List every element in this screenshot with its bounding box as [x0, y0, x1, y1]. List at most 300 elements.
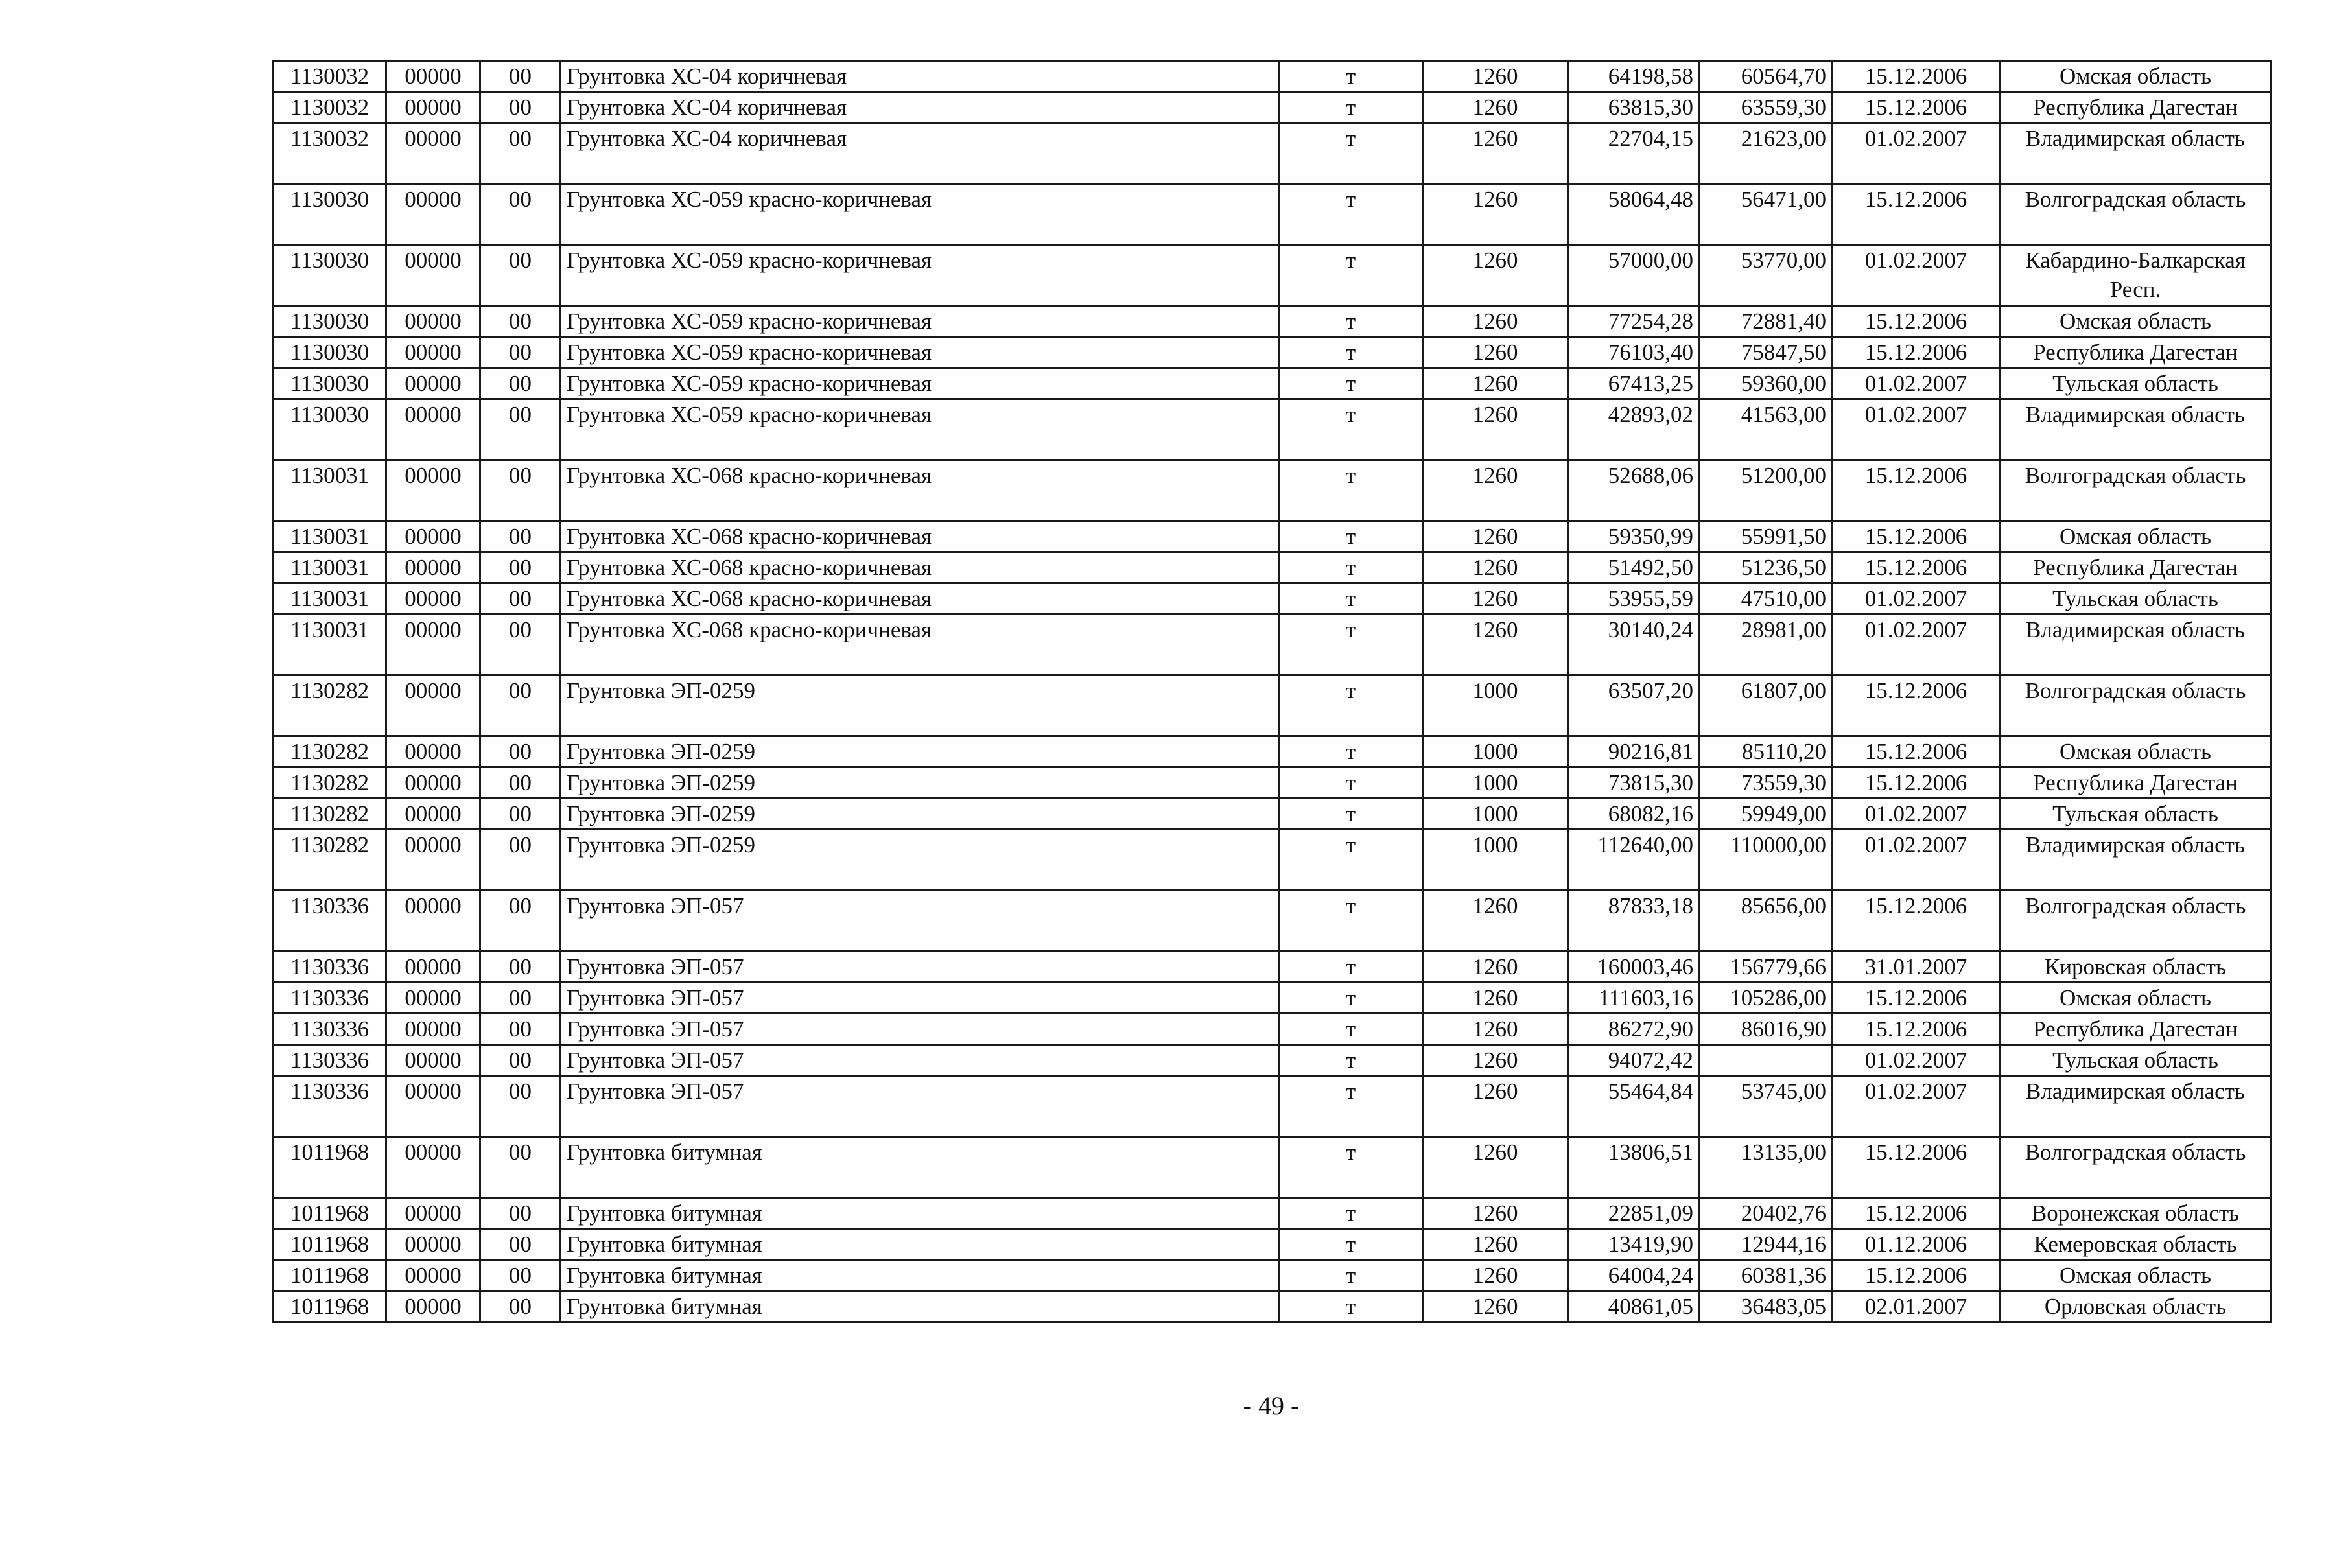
product-code-cell: 1011968	[274, 1291, 386, 1322]
region-cell: Кемеровская область	[2000, 1229, 2272, 1260]
subcode-cell: 00000	[386, 92, 480, 123]
index-cell: 00	[480, 767, 561, 799]
product-name-cell: Грунтовка ХС-059 красно-коричневая	[561, 184, 1279, 245]
subcode-cell: 00000	[386, 1291, 480, 1322]
price-cell: 112640,00	[1568, 830, 1700, 891]
date-cell: 01.02.2007	[1833, 799, 2000, 830]
product-name-cell: Грунтовка ХС-04 коричневая	[561, 61, 1279, 92]
page-number: - 49 -	[1243, 1391, 1300, 1420]
subcode-cell: 00000	[386, 521, 480, 552]
price-net-cell: 73559,30	[1700, 767, 1833, 799]
unit-cell: т	[1279, 1045, 1423, 1076]
product-code-cell: 1130030	[274, 306, 386, 337]
index-cell: 00	[480, 123, 561, 184]
unit-cell: т	[1279, 1198, 1423, 1229]
product-code-cell: 1130030	[274, 368, 386, 399]
product-name-cell: Грунтовка ХС-068 красно-коричневая	[561, 614, 1279, 675]
price-net-cell: 86016,90	[1700, 1014, 1833, 1045]
product-code-cell: 1011968	[274, 1137, 386, 1198]
unit-cell: т	[1279, 1137, 1423, 1198]
price-cell: 68082,16	[1568, 799, 1700, 830]
unit-cell: т	[1279, 399, 1423, 460]
index-cell: 00	[480, 1014, 561, 1045]
index-cell: 00	[480, 891, 561, 952]
index-cell: 00	[480, 184, 561, 245]
weight-cell: 1000	[1423, 799, 1568, 830]
subcode-cell: 00000	[386, 675, 480, 736]
unit-cell: т	[1279, 1291, 1423, 1322]
subcode-cell: 00000	[386, 736, 480, 767]
date-cell: 01.02.2007	[1833, 583, 2000, 614]
product-code-cell: 1130336	[274, 1045, 386, 1076]
index-cell: 00	[480, 368, 561, 399]
unit-cell: т	[1279, 1076, 1423, 1137]
weight-cell: 1260	[1423, 1229, 1568, 1260]
date-cell: 02.01.2007	[1833, 1291, 2000, 1322]
product-name-cell: Грунтовка ЭП-057	[561, 1045, 1279, 1076]
date-cell: 01.02.2007	[1833, 1045, 2000, 1076]
product-name-cell: Грунтовка битумная	[561, 1291, 1279, 1322]
date-cell: 15.12.2006	[1833, 460, 2000, 521]
weight-cell: 1260	[1423, 1198, 1568, 1229]
date-cell: 01.02.2007	[1833, 123, 2000, 184]
date-cell: 01.02.2007	[1833, 1076, 2000, 1137]
product-name-cell: Грунтовка битумная	[561, 1260, 1279, 1291]
date-cell: 15.12.2006	[1833, 184, 2000, 245]
region-cell: Кабардино-Балкарская Респ.	[2000, 245, 2272, 306]
price-cell: 55464,84	[1568, 1076, 1700, 1137]
region-cell: Волгоградская область	[2000, 675, 2272, 736]
subcode-cell: 00000	[386, 983, 480, 1014]
product-code-cell: 1130030	[274, 245, 386, 306]
price-net-cell: 28981,00	[1700, 614, 1833, 675]
unit-cell: т	[1279, 306, 1423, 337]
unit-cell: т	[1279, 184, 1423, 245]
region-cell: Волгоградская область	[2000, 891, 2272, 952]
price-cell: 77254,28	[1568, 306, 1700, 337]
region-cell: Омская область	[2000, 983, 2272, 1014]
unit-cell: т	[1279, 1014, 1423, 1045]
product-code-cell: 1130031	[274, 614, 386, 675]
weight-cell: 1260	[1423, 1291, 1568, 1322]
product-name-cell: Грунтовка ХС-04 коричневая	[561, 92, 1279, 123]
product-name-cell: Грунтовка ХС-068 красно-коричневая	[561, 460, 1279, 521]
unit-cell: т	[1279, 61, 1423, 92]
weight-cell: 1260	[1423, 552, 1568, 583]
product-name-cell: Грунтовка ЭП-057	[561, 891, 1279, 952]
date-cell: 01.02.2007	[1833, 399, 2000, 460]
price-net-cell: 60381,36	[1700, 1260, 1833, 1291]
date-cell: 15.12.2006	[1833, 552, 2000, 583]
price-cell: 111603,16	[1568, 983, 1700, 1014]
index-cell: 00	[480, 245, 561, 306]
price-cell: 53955,59	[1568, 583, 1700, 614]
index-cell: 00	[480, 983, 561, 1014]
date-cell: 15.12.2006	[1833, 891, 2000, 952]
unit-cell: т	[1279, 460, 1423, 521]
date-cell: 15.12.2006	[1833, 675, 2000, 736]
date-cell: 15.12.2006	[1833, 61, 2000, 92]
date-cell: 15.12.2006	[1833, 92, 2000, 123]
product-code-cell: 1130336	[274, 983, 386, 1014]
product-code-cell: 1130282	[274, 830, 386, 891]
product-name-cell: Грунтовка ХС-059 красно-коричневая	[561, 368, 1279, 399]
date-cell: 15.12.2006	[1833, 521, 2000, 552]
subcode-cell: 00000	[386, 799, 480, 830]
price-cell: 52688,06	[1568, 460, 1700, 521]
price-cell: 13806,51	[1568, 1137, 1700, 1198]
region-cell: Тульская область	[2000, 368, 2272, 399]
date-cell: 15.12.2006	[1833, 1014, 2000, 1045]
subcode-cell: 00000	[386, 1229, 480, 1260]
product-code-cell: 1130032	[274, 92, 386, 123]
date-cell: 01.02.2007	[1833, 614, 2000, 675]
table-row	[274, 552, 2272, 583]
index-cell: 00	[480, 521, 561, 552]
date-cell: 01.02.2007	[1833, 368, 2000, 399]
region-cell: Владимирская область	[2000, 399, 2272, 460]
unit-cell: т	[1279, 368, 1423, 399]
product-code-cell: 1130336	[274, 891, 386, 952]
price-net-cell: 59949,00	[1700, 799, 1833, 830]
weight-cell: 1260	[1423, 583, 1568, 614]
price-cell: 87833,18	[1568, 891, 1700, 952]
unit-cell: т	[1279, 799, 1423, 830]
date-cell: 15.12.2006	[1833, 1137, 2000, 1198]
region-cell: Республика Дагестан	[2000, 92, 2272, 123]
subcode-cell: 00000	[386, 767, 480, 799]
subcode-cell: 00000	[386, 552, 480, 583]
subcode-cell: 00000	[386, 61, 480, 92]
weight-cell: 1000	[1423, 675, 1568, 736]
product-code-cell: 1130336	[274, 1014, 386, 1045]
table-row	[274, 614, 2272, 675]
price-net-cell: 36483,05	[1700, 1291, 1833, 1322]
unit-cell: т	[1279, 1229, 1423, 1260]
index-cell: 00	[480, 830, 561, 891]
product-name-cell: Грунтовка ЭП-0259	[561, 830, 1279, 891]
product-code-cell: 1011968	[274, 1198, 386, 1229]
index-cell: 00	[480, 1045, 561, 1076]
price-cell: 64198,58	[1568, 61, 1700, 92]
price-net-cell: 63559,30	[1700, 92, 1833, 123]
index-cell: 00	[480, 552, 561, 583]
index-cell: 00	[480, 1260, 561, 1291]
price-net-cell: 13135,00	[1700, 1137, 1833, 1198]
weight-cell: 1260	[1423, 337, 1568, 368]
price-net-cell: 47510,00	[1700, 583, 1833, 614]
region-cell: Воронежская область	[2000, 1198, 2272, 1229]
unit-cell: т	[1279, 891, 1423, 952]
region-cell: Орловская область	[2000, 1291, 2272, 1322]
weight-cell: 1260	[1423, 1076, 1568, 1137]
price-cell: 63507,20	[1568, 675, 1700, 736]
index-cell: 00	[480, 1076, 561, 1137]
product-name-cell: Грунтовка ЭП-057	[561, 983, 1279, 1014]
date-cell: 01.12.2006	[1833, 1229, 2000, 1260]
price-cell: 13419,90	[1568, 1229, 1700, 1260]
product-name-cell: Грунтовка битумная	[561, 1198, 1279, 1229]
weight-cell: 1260	[1423, 521, 1568, 552]
price-net-cell: 72881,40	[1700, 306, 1833, 337]
product-code-cell: 1130282	[274, 736, 386, 767]
subcode-cell: 00000	[386, 184, 480, 245]
price-net-cell: 51236,50	[1700, 552, 1833, 583]
weight-cell: 1000	[1423, 736, 1568, 767]
unit-cell: т	[1279, 736, 1423, 767]
price-net-cell: 41563,00	[1700, 399, 1833, 460]
subcode-cell: 00000	[386, 460, 480, 521]
region-cell: Республика Дагестан	[2000, 1014, 2272, 1045]
region-cell: Республика Дагестан	[2000, 552, 2272, 583]
unit-cell: т	[1279, 552, 1423, 583]
index-cell: 00	[480, 736, 561, 767]
price-net-cell: 56471,00	[1700, 184, 1833, 245]
product-name-cell: Грунтовка ЭП-0259	[561, 767, 1279, 799]
index-cell: 00	[480, 1291, 561, 1322]
table-row	[274, 306, 2272, 337]
weight-cell: 1260	[1423, 245, 1568, 306]
unit-cell: т	[1279, 521, 1423, 552]
product-code-cell: 1130030	[274, 399, 386, 460]
unit-cell: т	[1279, 123, 1423, 184]
table-row	[274, 184, 2272, 245]
product-name-cell: Грунтовка битумная	[561, 1137, 1279, 1198]
weight-cell: 1260	[1423, 61, 1568, 92]
table-row	[274, 799, 2272, 830]
unit-cell: т	[1279, 675, 1423, 736]
product-code-cell: 1130031	[274, 460, 386, 521]
price-net-cell: 20402,76	[1700, 1198, 1833, 1229]
table-row	[274, 123, 2272, 184]
weight-cell: 1260	[1423, 983, 1568, 1014]
date-cell: 15.12.2006	[1833, 767, 2000, 799]
product-code-cell: 1130031	[274, 521, 386, 552]
price-net-cell	[1700, 1045, 1833, 1076]
index-cell: 00	[480, 92, 561, 123]
price-cell: 42893,02	[1568, 399, 1700, 460]
subcode-cell: 00000	[386, 1198, 480, 1229]
product-name-cell: Грунтовка ХС-059 красно-коричневая	[561, 399, 1279, 460]
unit-cell: т	[1279, 337, 1423, 368]
product-code-cell: 1130336	[274, 952, 386, 983]
subcode-cell: 00000	[386, 245, 480, 306]
price-cell: 58064,48	[1568, 184, 1700, 245]
subcode-cell: 00000	[386, 1260, 480, 1291]
region-cell: Владимирская область	[2000, 830, 2272, 891]
region-cell: Тульская область	[2000, 583, 2272, 614]
unit-cell: т	[1279, 583, 1423, 614]
product-name-cell: Грунтовка ХС-059 красно-коричневая	[561, 337, 1279, 368]
weight-cell: 1260	[1423, 184, 1568, 245]
table-row	[274, 61, 2272, 92]
table-row	[274, 1260, 2272, 1291]
price-cell: 63815,30	[1568, 92, 1700, 123]
price-net-cell: 110000,00	[1700, 830, 1833, 891]
date-cell: 31.01.2007	[1833, 952, 2000, 983]
product-name-cell: Грунтовка ЭП-0259	[561, 736, 1279, 767]
unit-cell: т	[1279, 767, 1423, 799]
date-cell: 15.12.2006	[1833, 1260, 2000, 1291]
weight-cell: 1260	[1423, 306, 1568, 337]
table-row	[274, 983, 2272, 1014]
subcode-cell: 00000	[386, 123, 480, 184]
product-name-cell: Грунтовка битумная	[561, 1229, 1279, 1260]
price-net-cell: 59360,00	[1700, 368, 1833, 399]
price-cell: 51492,50	[1568, 552, 1700, 583]
region-cell: Омская область	[2000, 61, 2272, 92]
price-net-cell: 85110,20	[1700, 736, 1833, 767]
table-row	[274, 368, 2272, 399]
subcode-cell: 00000	[386, 830, 480, 891]
table-row	[274, 1229, 2272, 1260]
subcode-cell: 00000	[386, 368, 480, 399]
table-row	[274, 891, 2272, 952]
table-row	[274, 1076, 2272, 1137]
index-cell: 00	[480, 614, 561, 675]
date-cell: 15.12.2006	[1833, 736, 2000, 767]
region-cell: Омская область	[2000, 306, 2272, 337]
table-row	[274, 1045, 2272, 1076]
product-name-cell: Грунтовка ЭП-0259	[561, 799, 1279, 830]
product-code-cell: 1130031	[274, 583, 386, 614]
product-name-cell: Грунтовка ХС-068 красно-коричневая	[561, 583, 1279, 614]
weight-cell: 1000	[1423, 830, 1568, 891]
price-cell: 67413,25	[1568, 368, 1700, 399]
subcode-cell: 00000	[386, 1076, 480, 1137]
region-cell: Кировская область	[2000, 952, 2272, 983]
price-net-cell: 51200,00	[1700, 460, 1833, 521]
region-cell: Тульская область	[2000, 799, 2272, 830]
region-cell: Волгоградская область	[2000, 184, 2272, 245]
table-row	[274, 1291, 2272, 1322]
weight-cell: 1260	[1423, 460, 1568, 521]
region-cell: Владимирская область	[2000, 1076, 2272, 1137]
region-cell: Владимирская область	[2000, 123, 2272, 184]
table-row	[274, 830, 2272, 891]
date-cell: 01.02.2007	[1833, 830, 2000, 891]
product-code-cell: 1011968	[274, 1229, 386, 1260]
table-row	[274, 583, 2272, 614]
price-net-cell: 53770,00	[1700, 245, 1833, 306]
price-cell: 64004,24	[1568, 1260, 1700, 1291]
product-name-cell: Грунтовка ХС-068 красно-коричневая	[561, 552, 1279, 583]
subcode-cell: 00000	[386, 1137, 480, 1198]
subcode-cell: 00000	[386, 1045, 480, 1076]
weight-cell: 1260	[1423, 92, 1568, 123]
index-cell: 00	[480, 1137, 561, 1198]
table-body	[274, 61, 2272, 1322]
index-cell: 00	[480, 952, 561, 983]
date-cell: 15.12.2006	[1833, 983, 2000, 1014]
subcode-cell: 00000	[386, 1014, 480, 1045]
price-cell: 22851,09	[1568, 1198, 1700, 1229]
table-row	[274, 92, 2272, 123]
product-code-cell: 1130030	[274, 337, 386, 368]
product-code-cell: 1130336	[274, 1076, 386, 1137]
index-cell: 00	[480, 799, 561, 830]
product-name-cell: Грунтовка ЭП-0259	[561, 675, 1279, 736]
product-code-cell: 1130032	[274, 123, 386, 184]
product-code-cell: 1130030	[274, 184, 386, 245]
subcode-cell: 00000	[386, 399, 480, 460]
unit-cell: т	[1279, 614, 1423, 675]
weight-cell: 1260	[1423, 614, 1568, 675]
price-net-cell: 105286,00	[1700, 983, 1833, 1014]
product-name-cell: Грунтовка ХС-059 красно-коричневая	[561, 306, 1279, 337]
price-table	[272, 60, 2272, 1323]
price-cell: 30140,24	[1568, 614, 1700, 675]
weight-cell: 1260	[1423, 399, 1568, 460]
product-code-cell: 1130282	[274, 799, 386, 830]
region-cell: Омская область	[2000, 1260, 2272, 1291]
region-cell: Омская область	[2000, 521, 2272, 552]
product-code-cell: 1130282	[274, 675, 386, 736]
index-cell: 00	[480, 675, 561, 736]
subcode-cell: 00000	[386, 952, 480, 983]
unit-cell: т	[1279, 952, 1423, 983]
table-row	[274, 675, 2272, 736]
table-row	[274, 521, 2272, 552]
region-cell: Владимирская область	[2000, 614, 2272, 675]
subcode-cell: 00000	[386, 306, 480, 337]
product-name-cell: Грунтовка ХС-04 коричневая	[561, 123, 1279, 184]
price-net-cell: 21623,00	[1700, 123, 1833, 184]
product-name-cell: Грунтовка ЭП-057	[561, 952, 1279, 983]
region-cell: Республика Дагестан	[2000, 767, 2272, 799]
price-net-cell: 75847,50	[1700, 337, 1833, 368]
price-net-cell: 60564,70	[1700, 61, 1833, 92]
weight-cell: 1000	[1423, 767, 1568, 799]
product-name-cell: Грунтовка ЭП-057	[561, 1014, 1279, 1045]
price-cell: 40861,05	[1568, 1291, 1700, 1322]
price-net-cell: 55991,50	[1700, 521, 1833, 552]
table-row	[274, 337, 2272, 368]
price-cell: 90216,81	[1568, 736, 1700, 767]
weight-cell: 1260	[1423, 952, 1568, 983]
unit-cell: т	[1279, 1260, 1423, 1291]
date-cell: 15.12.2006	[1833, 306, 2000, 337]
product-code-cell: 1130031	[274, 552, 386, 583]
table-row	[274, 245, 2272, 306]
price-net-cell: 85656,00	[1700, 891, 1833, 952]
index-cell: 00	[480, 61, 561, 92]
table-row	[274, 460, 2272, 521]
table-row	[274, 1198, 2272, 1229]
product-name-cell: Грунтовка ЭП-057	[561, 1076, 1279, 1137]
unit-cell: т	[1279, 983, 1423, 1014]
region-cell: Волгоградская область	[2000, 1137, 2272, 1198]
unit-cell: т	[1279, 245, 1423, 306]
subcode-cell: 00000	[386, 337, 480, 368]
weight-cell: 1260	[1423, 368, 1568, 399]
product-name-cell: Грунтовка ХС-068 красно-коричневая	[561, 521, 1279, 552]
table-row	[274, 736, 2272, 767]
price-net-cell: 12944,16	[1700, 1229, 1833, 1260]
price-cell: 76103,40	[1568, 337, 1700, 368]
index-cell: 00	[480, 399, 561, 460]
weight-cell: 1260	[1423, 1045, 1568, 1076]
weight-cell: 1260	[1423, 891, 1568, 952]
subcode-cell: 00000	[386, 614, 480, 675]
region-cell: Тульская область	[2000, 1045, 2272, 1076]
price-cell: 160003,46	[1568, 952, 1700, 983]
date-cell: 15.12.2006	[1833, 337, 2000, 368]
product-code-cell: 1130282	[274, 767, 386, 799]
index-cell: 00	[480, 1198, 561, 1229]
table-row	[274, 1137, 2272, 1198]
index-cell: 00	[480, 1229, 561, 1260]
